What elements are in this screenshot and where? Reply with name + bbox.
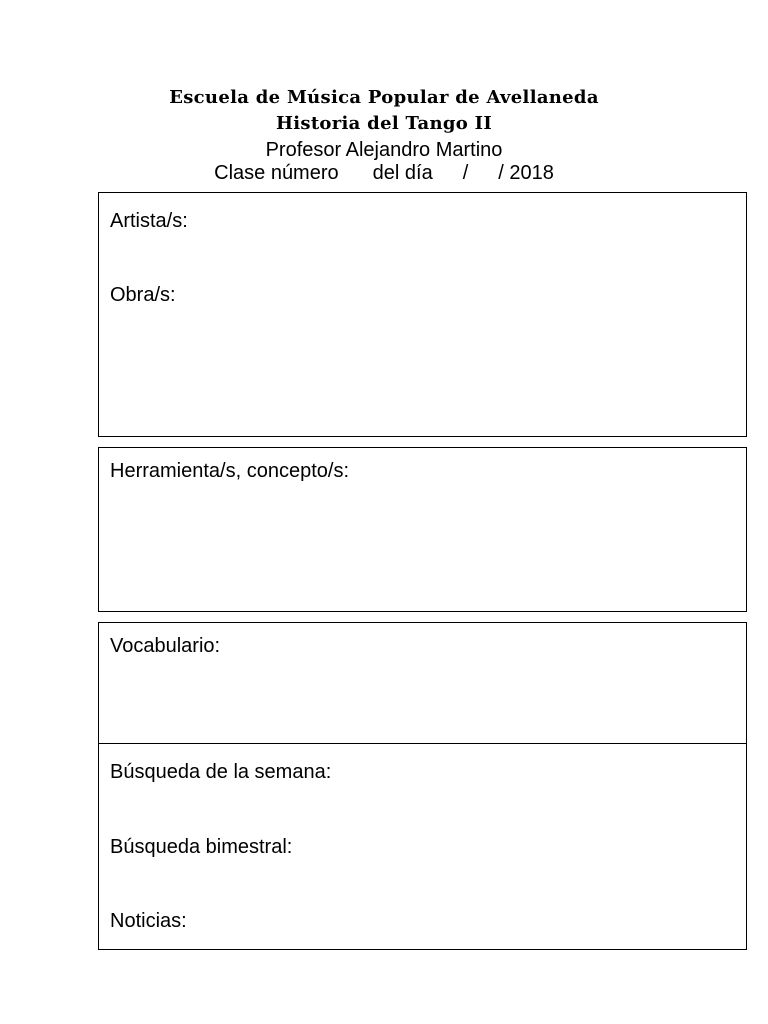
bimonthly-search-label: Búsqueda bimestral: bbox=[110, 836, 293, 858]
artists-label: Artista/s: bbox=[110, 210, 188, 232]
school-name: Escuela de Música Popular de Avellaneda bbox=[169, 87, 599, 108]
works-label: Obra/s: bbox=[110, 284, 176, 306]
professor-name: Profesor Alejandro Martino bbox=[265, 139, 503, 161]
tools-concepts-label: Herramienta/s, concepto/s: bbox=[110, 460, 349, 482]
news-label: Noticias: bbox=[110, 910, 187, 932]
section-divider bbox=[99, 743, 746, 744]
vocabulary-search-box bbox=[98, 622, 747, 950]
vocabulary-label: Vocabulario: bbox=[110, 635, 221, 657]
year-label: / 2018 bbox=[498, 162, 554, 184]
class-line bbox=[0, 161, 768, 185]
course-title: Historia del Tango II bbox=[275, 113, 493, 134]
class-number-label: Clase número bbox=[214, 162, 339, 184]
weekly-search-label: Búsqueda de la semana: bbox=[110, 761, 332, 783]
date-slash: / bbox=[462, 162, 469, 184]
artists-works-box bbox=[98, 192, 747, 437]
date-label: del día bbox=[372, 162, 433, 184]
tools-concepts-box bbox=[98, 447, 747, 612]
